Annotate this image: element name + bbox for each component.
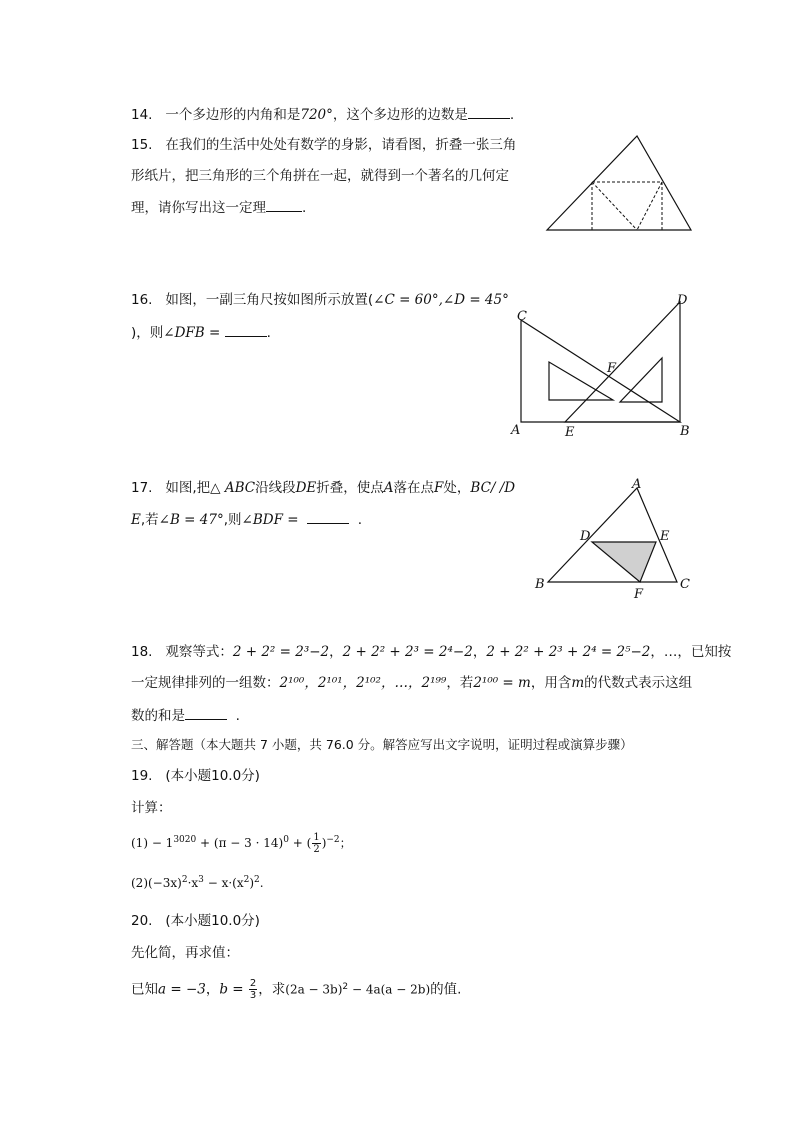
question-text: 观察等式：: [165, 644, 233, 660]
triangle-name: △ ABC: [210, 480, 256, 496]
question-text: ，这个多边形的边数是: [332, 107, 468, 123]
question-20-prompt: 先化简，再求值：: [131, 945, 239, 961]
label-F: F: [607, 361, 617, 376]
parallel-statement: BC/ /D: [470, 480, 516, 496]
question-text: ,则: [223, 512, 242, 528]
end-mark: .: [266, 325, 271, 341]
question-text: ,若: [140, 512, 159, 528]
question-14: [131, 104, 514, 125]
value-b-label: b =: [219, 981, 248, 998]
end-mark: .: [357, 512, 363, 528]
question-18-line-1: 18. 观察等式：2 + 2² = 2³−2，2 + 2² + 2³ = 2⁴−2，2 + 2² + 2³ + 2⁴ = 2⁵−2，…，已知按: [131, 644, 732, 660]
score-tag: (本小题10.0分): [165, 913, 260, 929]
question-text: 一个多边形的内角和是: [165, 107, 301, 123]
point-name: F: [434, 480, 444, 496]
exponent: 0: [283, 835, 289, 845]
exponent: 2: [342, 981, 349, 992]
exponent: 3020: [173, 835, 197, 845]
label-A: A: [632, 477, 642, 492]
answer-blank[interactable]: [468, 104, 510, 119]
question-text: 一定规律排列的一组数：: [131, 675, 280, 691]
question-text: 如图,把: [165, 480, 211, 496]
expr-part: (1) − 1: [131, 836, 174, 850]
question-19-header: [131, 766, 260, 786]
label-E: E: [565, 425, 575, 440]
exponent: 2: [243, 875, 250, 885]
label-B: B: [680, 424, 690, 439]
exponent: 2: [181, 875, 188, 885]
exponent: −2: [326, 835, 340, 845]
question-text: ，…，已知按: [650, 644, 732, 660]
expr-part: − x·(x: [203, 876, 244, 890]
denominator: 3: [249, 990, 257, 1001]
question-text: 沿线段: [255, 480, 296, 496]
angle-expression: ∠BDF =: [241, 512, 299, 528]
question-text: ，若: [446, 675, 474, 691]
segment-name: E: [131, 512, 141, 528]
expr-part: + (: [288, 836, 312, 850]
angle-condition: ∠B = 47°: [158, 512, 224, 528]
score-tag: (本小题10.0分): [165, 768, 260, 784]
question-text: 折叠，使点: [316, 480, 384, 496]
question-text: 的值.: [430, 981, 462, 998]
question-text: 的代数式表示这组: [584, 675, 693, 691]
question-text: 数的和是: [131, 708, 185, 724]
exponent: 2: [254, 875, 260, 885]
value-a: a = −3: [158, 981, 206, 998]
question-text: 理，请你写出这一定理: [131, 200, 266, 216]
numerator: 2: [249, 978, 257, 989]
end-mark: .: [259, 876, 264, 890]
question-number: 20.: [131, 913, 153, 929]
expr-part: (2)(−3x): [131, 876, 182, 890]
question-number: 14.: [131, 107, 153, 123]
question-19-part-1: [131, 832, 352, 855]
set-squares-figure: [505, 290, 705, 440]
answer-blank[interactable]: [225, 322, 267, 337]
label-D: D: [580, 529, 591, 544]
numerator: 1: [313, 832, 320, 843]
answer-blank[interactable]: [185, 705, 227, 720]
question-16-line-2: [131, 322, 271, 343]
end-mark: .: [302, 200, 307, 216]
label-C: C: [517, 309, 527, 324]
label-D: D: [677, 293, 688, 308]
equation-2: 2 + 2² + 2³ = 2⁴−2: [342, 644, 473, 660]
question-text: 形纸片，把三角形的三个角拼在一起，就得到一个著名的几何定: [131, 168, 509, 184]
question-text: 落在点: [393, 480, 435, 496]
angle-expression: ∠DFB =: [163, 325, 221, 341]
question-text: 在我们的生活中处处有数学的身影，请看图，折叠一张三角: [165, 137, 517, 153]
expr-part: (2a − 3b): [285, 982, 343, 997]
end-mark: ；: [339, 836, 352, 850]
question-text: ，求: [258, 981, 286, 998]
condition: 2¹⁰⁰ = m: [473, 675, 531, 691]
question-number: 19.: [131, 768, 153, 784]
expr-part: ·x: [187, 876, 199, 890]
question-18-line-2: [131, 673, 692, 693]
folded-triangle-abc-figure: [530, 474, 700, 604]
fraction: [312, 832, 320, 855]
fraction: [249, 978, 257, 1001]
question-number: 16.: [131, 292, 153, 308]
denominator: 2: [313, 844, 320, 855]
question-20-header: [131, 911, 260, 931]
end-mark: .: [509, 107, 515, 123]
question-text: 如图，一副三角尺按如图所示放置(: [165, 292, 374, 308]
question-15-line-1: [131, 135, 516, 155]
end-mark: .: [235, 708, 240, 724]
question-15-line-3: [131, 197, 306, 218]
question-15-line-2: [131, 166, 509, 186]
equation-1: 2 + 2² = 2³−2: [232, 644, 330, 660]
exponent: 3: [198, 875, 204, 885]
question-20-body: [131, 978, 461, 1002]
answer-blank[interactable]: [307, 509, 349, 524]
question-text: ，用含: [530, 675, 572, 691]
number-sequence: 2¹⁰⁰，2¹⁰¹，2¹⁰²，…，2¹⁹⁹: [279, 675, 447, 691]
answer-blank[interactable]: [266, 197, 302, 212]
label-A: A: [511, 423, 521, 438]
expr-part: − 4a(a − 2b): [348, 982, 431, 997]
variable: m: [571, 675, 585, 691]
question-17-line-2: [131, 509, 362, 530]
question-text: 已知: [131, 981, 158, 998]
angle-value: 720°: [300, 107, 333, 123]
label-B: B: [535, 577, 545, 592]
question-text: )，则: [131, 325, 164, 341]
question-18-line-3: [131, 705, 240, 726]
equation-3: 2 + 2² + 2³ + 2⁴ = 2⁵−2: [486, 644, 651, 660]
label-E: E: [660, 529, 670, 544]
question-17-line-1: [131, 478, 515, 498]
label-F: F: [634, 587, 644, 602]
question-19-prompt: 计算：: [131, 800, 172, 816]
section-heading: 三、解答题（本大题共 7 小题，共 76.0 分。解答应写出文字说明，证明过程或演算步骤）: [131, 737, 633, 752]
question-19-part-2: [131, 873, 264, 895]
label-C: C: [680, 577, 690, 592]
question-number: 17.: [131, 480, 153, 496]
separator: ，: [205, 981, 220, 998]
question-text: 处，: [443, 480, 471, 496]
folded-triangle-figure: [540, 130, 700, 236]
point-name: A: [383, 480, 394, 496]
question-16-line-1: [131, 290, 509, 310]
expr-part: + (π − 3 · 14): [196, 836, 284, 850]
expr-part: ): [249, 876, 255, 890]
question-number: 18.: [131, 644, 153, 660]
expr-part: ): [321, 836, 327, 850]
segment-name: DE: [295, 480, 317, 496]
question-number: 15.: [131, 137, 153, 153]
angle-condition: ∠C = 60°,∠D = 45°: [373, 292, 509, 308]
